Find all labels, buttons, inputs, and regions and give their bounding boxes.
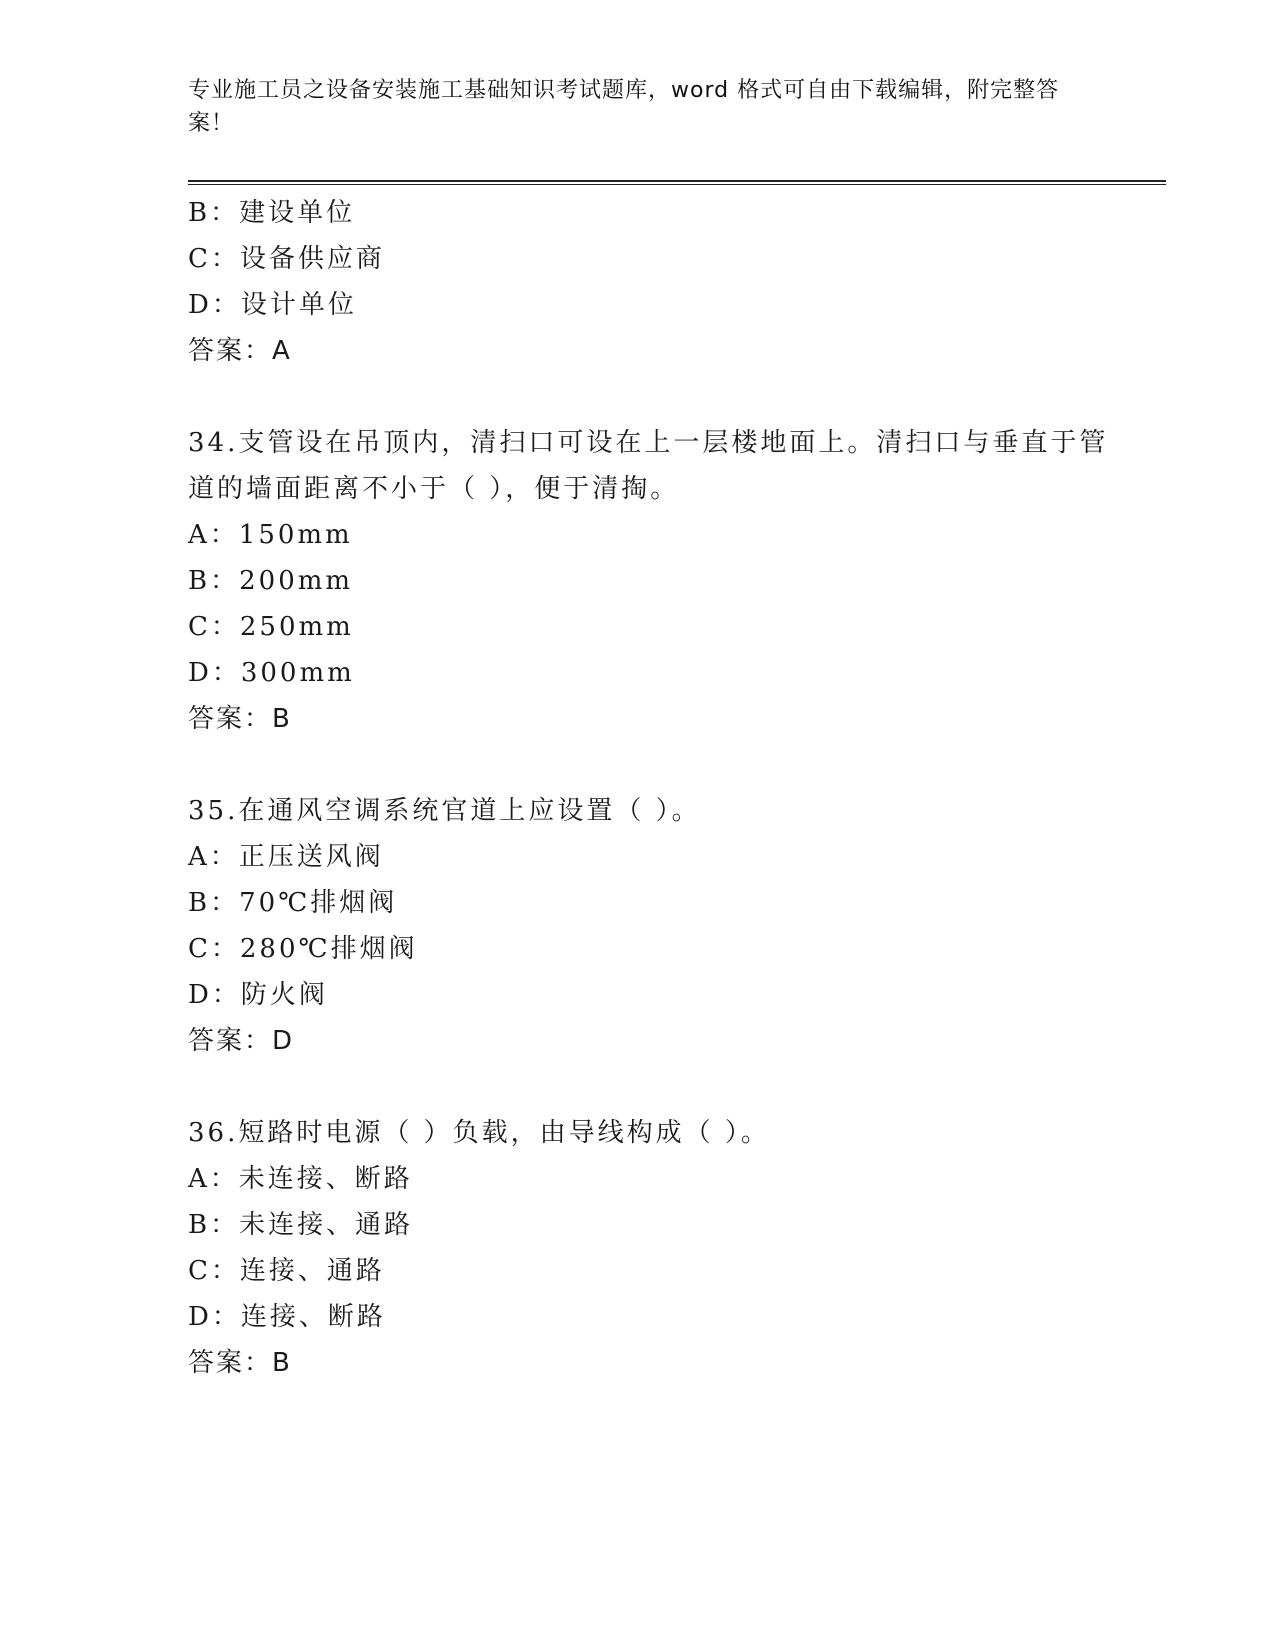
document-header: 专业施工员之设备安装施工基础知识考试题库，word 格式可自由下载编辑，附完整答案！ (188, 78, 1060, 136)
option-b: B：70℃排烟阀 (188, 888, 398, 918)
option-c: C：280℃排烟阀 (188, 934, 418, 964)
question-text: 36.短路时电源（ ）负载，由导线构成（ ）。 (188, 1118, 770, 1148)
option-a: A：正压送风阀 (188, 842, 384, 872)
option-d: D：300mm (188, 658, 355, 688)
answer-line: 答案：A (188, 336, 292, 366)
option-c: C：250mm (188, 612, 354, 642)
document-body (188, 190, 1128, 1386)
option-c: C：连接、通路 (188, 1256, 385, 1286)
question-35 (188, 788, 1128, 1064)
question-text: 34.支管设在吊顶内，清扫口可设在上一层楼地面上。清扫口与垂直于管道的墙面距离不小于（ ），便于清掏。 (188, 428, 1109, 504)
question-text: 35.在通风空调系统官道上应设置（ ）。 (188, 796, 701, 826)
option-b: B：建设单位 (188, 198, 356, 228)
option-b: B：未连接、通路 (188, 1210, 414, 1240)
option-a: A：150mm (188, 520, 353, 550)
option-d: D：防火阀 (188, 980, 328, 1010)
option-b: B：200mm (188, 566, 354, 596)
option-d: D：设计单位 (188, 290, 357, 320)
answer-line: 答案：B (188, 1348, 292, 1378)
option-a: A：未连接、断路 (188, 1164, 413, 1194)
option-c: C：设备供应商 (188, 244, 385, 274)
option-d: D：连接、断路 (188, 1302, 386, 1332)
question-continued (188, 190, 1128, 374)
question-36 (188, 1110, 1128, 1386)
header-rule-thick (188, 180, 1166, 182)
answer-line: 答案：D (188, 1026, 295, 1056)
answer-line: 答案：B (188, 704, 292, 734)
header-rule-thin (188, 184, 1166, 185)
question-34 (188, 420, 1128, 742)
